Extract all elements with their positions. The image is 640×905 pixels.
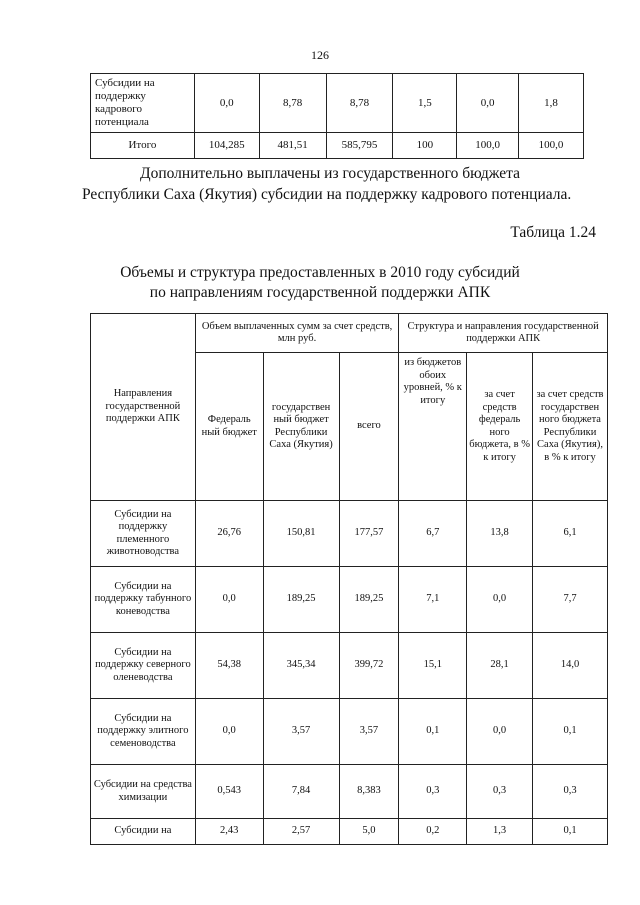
row-label: Субсидии на поддержку табунного коневодства: [91, 567, 196, 633]
body-paragraph: Дополнительно выплачены из государственного бюджета Республики Саха (Якутия) субсидии на поддержку кадрового потенциала.: [82, 165, 572, 203]
cell-share-federal: 0,0: [467, 699, 533, 765]
cell-share-state: 7,7: [533, 567, 608, 633]
caption-line-1: Объемы и структура предоставленных в 2010 году субсидий: [120, 264, 520, 281]
cell-share-federal: 13,8: [467, 501, 533, 567]
cell-share-state: 100,0: [519, 133, 584, 159]
cell-share-both: 100: [393, 133, 457, 159]
cell-federal: 0,0: [195, 699, 263, 765]
cell-total: 8,78: [326, 74, 393, 133]
header-row-groups: [91, 314, 608, 353]
header-federal: Федераль ный бюджет: [195, 353, 263, 501]
cell-share-both: 0,1: [399, 699, 467, 765]
cell-share-both: 15,1: [399, 633, 467, 699]
header-group-structure: Структура и направления государственной поддержки АПК: [399, 314, 608, 353]
table-row: [91, 699, 608, 765]
cell-federal: 0,0: [194, 74, 259, 133]
cell-share-federal: 0,0: [457, 74, 519, 133]
cell-share-federal: 100,0: [457, 133, 519, 159]
row-label: Субсидии на средства химизации: [91, 765, 196, 819]
cell-share-state: 0,1: [533, 819, 608, 845]
cell-state: 150,81: [263, 501, 339, 567]
header-share-both: из бюджетов обоих уровней, % к итогу: [399, 353, 467, 501]
cell-federal: 0,543: [195, 765, 263, 819]
cell-state: 481,51: [259, 133, 326, 159]
cell-state: 2,57: [263, 819, 339, 845]
cell-share-state: 0,1: [533, 699, 608, 765]
row-label: Субсидии на поддержку кадрового потенциала: [91, 74, 195, 133]
table-row: [91, 633, 608, 699]
cell-total: 5,0: [339, 819, 399, 845]
page-number: 126: [311, 48, 329, 62]
cell-share-both: 0,3: [399, 765, 467, 819]
row-label: Итого: [91, 133, 195, 159]
cell-share-both: 6,7: [399, 501, 467, 567]
cell-total: 177,57: [339, 501, 399, 567]
cell-state: 3,57: [263, 699, 339, 765]
cell-state: 8,78: [259, 74, 326, 133]
cell-total: 399,72: [339, 633, 399, 699]
cell-share-state: 6,1: [533, 501, 608, 567]
cell-share-state: 1,8: [519, 74, 584, 133]
cell-state: 7,84: [263, 765, 339, 819]
cell-share-both: 0,2: [399, 819, 467, 845]
cell-share-federal: 0,3: [467, 765, 533, 819]
table-continued: [90, 73, 584, 159]
cell-share-state: 0,3: [533, 765, 608, 819]
header-group-volume: Объем выплаченных сумм за счет средств, млн руб.: [195, 314, 399, 353]
cell-federal: 0,0: [195, 567, 263, 633]
table-row: [91, 501, 608, 567]
cell-federal: 26,76: [195, 501, 263, 567]
cell-share-federal: 28,1: [467, 633, 533, 699]
table-row-total: [91, 133, 584, 159]
row-label: Субсидии на поддержку племенного животноводства: [91, 501, 196, 567]
caption-line-2: по направлениям государственной поддержки АПК: [149, 284, 491, 301]
cell-share-state: 14,0: [533, 633, 608, 699]
header-total: всего: [339, 353, 399, 501]
header-direction: Направления государственной поддержки АПК: [91, 314, 196, 501]
table-row: [91, 819, 608, 845]
cell-total: 585,795: [326, 133, 393, 159]
table-row: [91, 567, 608, 633]
cell-federal: 2,43: [195, 819, 263, 845]
cell-state: 345,34: [263, 633, 339, 699]
cell-share-both: 7,1: [399, 567, 467, 633]
header-share-state: за счет средств государствен ного бюджета Республики Саха (Якутия), в % к итогу: [533, 353, 608, 501]
cell-total: 189,25: [339, 567, 399, 633]
cell-total: 8,383: [339, 765, 399, 819]
cell-share-both: 1,5: [393, 74, 457, 133]
header-state: государствен ный бюджет Республики Саха (Якутия): [263, 353, 339, 501]
cell-share-federal: 0,0: [467, 567, 533, 633]
header-share-federal: за счет средств федераль ного бюджета, в % к итогу: [467, 353, 533, 501]
cell-federal: 54,38: [195, 633, 263, 699]
table-row: [91, 765, 608, 819]
cell-federal: 104,285: [194, 133, 259, 159]
table-subsidies-2010: [90, 313, 608, 845]
row-label: Субсидии на поддержку элитного семеноводства: [91, 699, 196, 765]
table-caption: [60, 263, 580, 303]
cell-total: 3,57: [339, 699, 399, 765]
cell-state: 189,25: [263, 567, 339, 633]
table-number-label: Таблица 1.24: [510, 224, 596, 241]
row-label: Субсидии на: [91, 819, 196, 845]
table-row: [91, 74, 584, 133]
row-label: Субсидии на поддержку северного оленеводства: [91, 633, 196, 699]
cell-share-federal: 1,3: [467, 819, 533, 845]
